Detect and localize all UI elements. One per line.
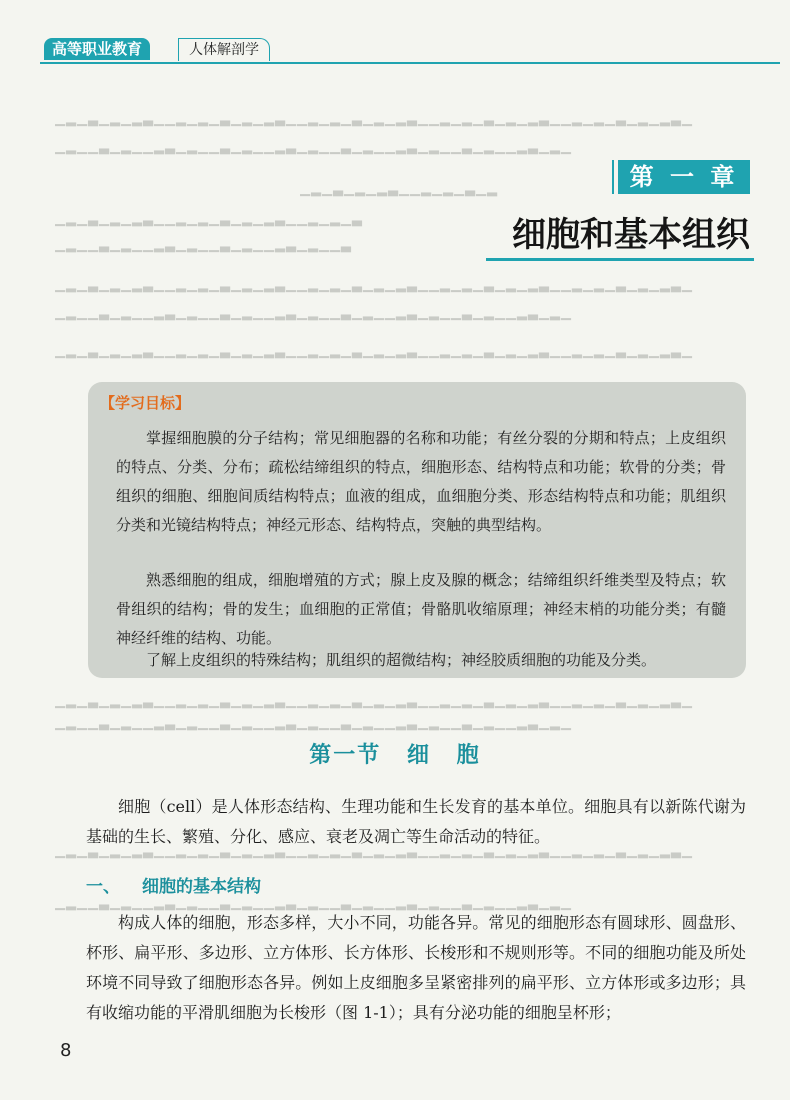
header-rule [40, 62, 780, 64]
objective-familiar: 熟悉细胞的组成，细胞增殖的方式；腺上皮及腺的概念；结缔组织纤维类型及特点；软骨组织的结构；骨的发生；血细胞的正常值；骨骼肌收缩原理；神经末梢的功能分类；有髓神经纤维的结构、功能。 [116, 571, 726, 647]
section-title-char-1: 细 [406, 742, 431, 768]
chapter-number-tag: 第 一 章 [618, 160, 750, 194]
chapter-title: 细胞和基本组织 [512, 215, 750, 255]
learning-objectives-label: 【学习目标】 [100, 394, 191, 412]
section-title-char-2: 胞 [456, 742, 481, 768]
running-header [40, 38, 780, 64]
series-name: 高等职业教育 [44, 38, 150, 60]
subsection-title: 细胞的基本结构 [142, 877, 261, 897]
chapter-title-rule [486, 258, 754, 261]
page-number: 8 [60, 1040, 72, 1061]
objectives-label-text: 学习目标 [115, 394, 176, 412]
objective-understand: 了解上皮组织的特殊结构；肌组织的超微结构；神经胶质细胞的功能及分类。 [146, 651, 657, 669]
objective-master: 掌握细胞膜的分子结构；常见细胞器的名称和功能；有丝分裂的分期和特点；上皮组织的特点、分类、分布；疏松结缔组织的特点，细胞形态、结构特点和功能；软骨的分类；骨组织的细胞、细胞间质结构特点；血液的组成，血细胞分类、形态结构特点和功能；肌组织分类和光镜结构特点；神经元形态、结构特点，突触的典型结构。 [116, 429, 726, 534]
section-title [0, 738, 790, 769]
subsection-number: 一、 [86, 877, 120, 897]
cell-structure-paragraph: 构成人体的细胞，形态多样，大小不同，功能各异。常见的细胞形态有圆球形、圆盘形、杯形、扁平形、多边形、立方体形、长方体形、长梭形和不规则形等。不同的细胞功能及所处环境不同导致了细胞形态各异。例如上皮细胞多呈紧密排列的扁平形、立方体形或多边形；具有收缩功能的平滑肌细胞为长梭形（图 1-1）；具有分泌功能的细胞呈杯形； [86, 913, 746, 1022]
section-intro-paragraph: 细胞（cell）是人体形态结构、生理功能和生长发育的基本单位。细胞具有以新陈代谢为基础的生长、繁殖、分化、感应、衰老及凋亡等生命活动的特征。 [86, 797, 746, 846]
subsection-heading [86, 872, 261, 897]
section-number: 第一节 [309, 742, 382, 768]
book-title: 人体解剖学 [178, 38, 270, 61]
